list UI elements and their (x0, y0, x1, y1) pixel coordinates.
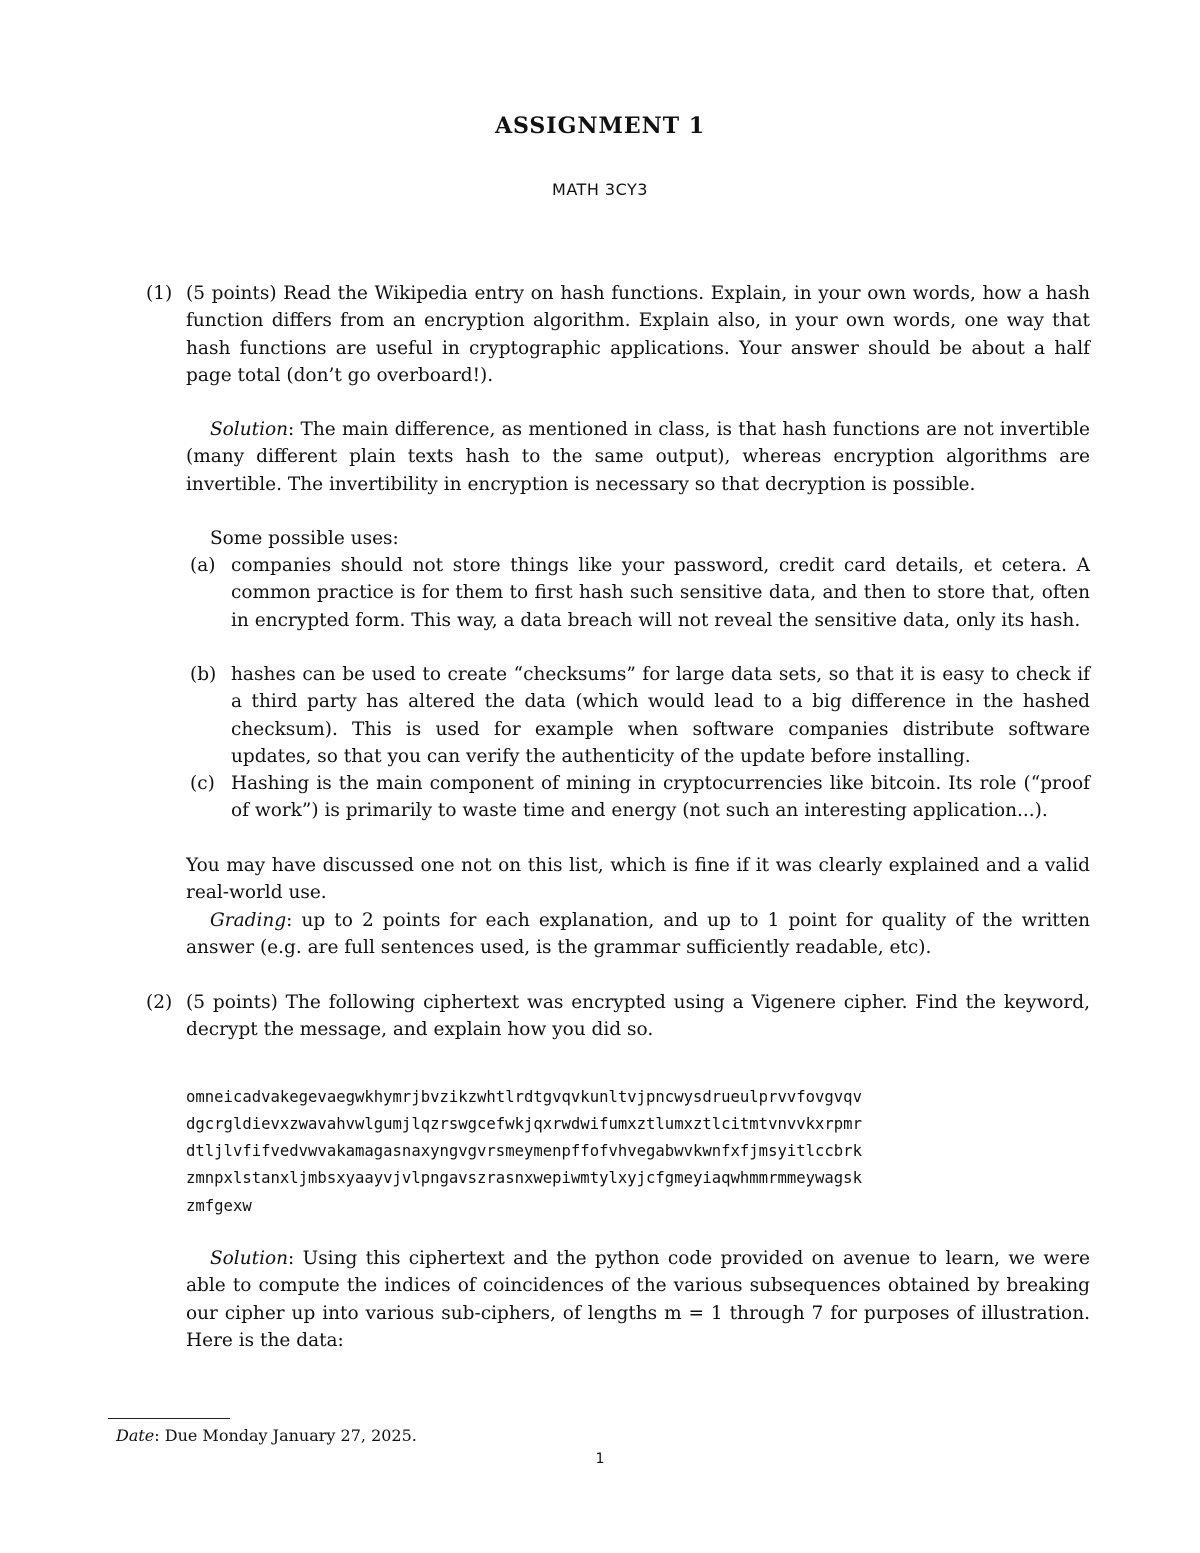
problem-2-solution (186, 1245, 1090, 1354)
footnote-text: : Due Monday January 27, 2025. (154, 1426, 417, 1445)
solution-label: Solution (210, 1248, 289, 1269)
page-title: ASSIGNMENT 1 (494, 113, 706, 139)
ciphertext-line-2: dgcrgldievxzwavahvwlgumjlqzrswgcefwkjqxrwdwifumxztlumxztlcitmtvnvvkxrpmr (186, 1115, 862, 1133)
ciphertext-line-1: omneicadvakegevaegwkhymrjbvzikzwhtlrdtgvqvkunltvjpncwysdrueulprvvfovgvqv (186, 1088, 862, 1106)
problem-2-number: (2) (146, 992, 173, 1013)
use-a-label: (a) (190, 555, 216, 576)
use-c-text: Hashing is the main component of mining in cryptocurrencies like bitcoin. Its role (“proof of work”) is primarily to waste time and energy (not such an interesting application...). (231, 773, 1090, 822)
solution-text: : Using this ciphertext and the python code provided on avenue to learn, we were able to compute the indices of coincidences of the various subsequences obtained by breaking our cipher up into various sub-ciphers, of lengths m = 1 through 7 for purposes of illustration. Here is the data: (186, 1248, 1090, 1351)
solution-text: : The main difference, as mentioned in class, is that hash functions are not invertible (many different plain texts hash to the same output), whereas encryption algorithms are invertible. The invertibility in encryption is necessary so that decryption is possible. (186, 419, 1090, 495)
ciphertext-line-5: zmfgexw (186, 1197, 252, 1215)
use-b-text: hashes can be used to create “checksums” for large data sets, so that it is easy to check if a third party has altered the data (which would lead to a big difference in the hashed checksum). This is used for example when software companies distribute software updates, so that you can verify the authenticity of the update before installing. (231, 664, 1090, 767)
problem-1-prompt: (5 points) Read the Wikipedia entry on hash functions. Explain, in your own words, how a hash function differs from an encryption algorithm. Explain also, in your own words, one way that hash functions are useful in cryptographic applications. Your answer should be about a half page total (don’t go overboard!). (186, 283, 1090, 386)
use-b-label: (b) (190, 664, 217, 685)
footnote-rule (108, 1418, 230, 1419)
ciphertext-line-4: zmnpxlstanxljmbsxyaayvjvlpngavszrasnxwepiwmtylxyjcfgmeyiaqwhmmrmmeywagsk (186, 1169, 862, 1187)
footnote-label: Date (116, 1426, 155, 1445)
problem-2-prompt: (5 points) The following ciphertext was encrypted using a Vigenere cipher. Find the keyword, decrypt the message, and explain how you did so. (186, 992, 1090, 1041)
uses-intro: Some possible uses: (210, 528, 399, 549)
grading-text: : up to 2 points for each explanation, and up to 1 point for quality of the written answer (e.g. are full sentences used, is the grammar sufficiently readable, etc). (186, 910, 1090, 959)
problem-1-solution (186, 416, 1090, 498)
ciphertext-line-3: dtljlvfifvedvwvakamagasnaxyngvgvrsmeymenpffofvhvegabwvkwnfxfjmsyitlccbrk (186, 1142, 862, 1160)
solution-label: Solution (210, 419, 289, 440)
page-number: 1 (595, 1451, 605, 1467)
closing-note: You may have discussed one not on this list, which is fine if it was clearly explained and a valid real-world use. (186, 855, 1090, 904)
use-c-label: (c) (190, 773, 215, 794)
problem-1-number: (1) (146, 283, 173, 304)
course-code: MATH 3CY3 (552, 180, 648, 199)
use-a-text: companies should not store things like your password, credit card details, et cetera. A common practice is for them to first hash such sensitive data, and then to store that, often in encrypted form. This way, a data breach will not reveal the sensitive data, only its hash. (231, 555, 1090, 631)
footnote (116, 1426, 417, 1445)
grading-note (186, 907, 1090, 962)
grading-label: Grading (210, 910, 287, 931)
